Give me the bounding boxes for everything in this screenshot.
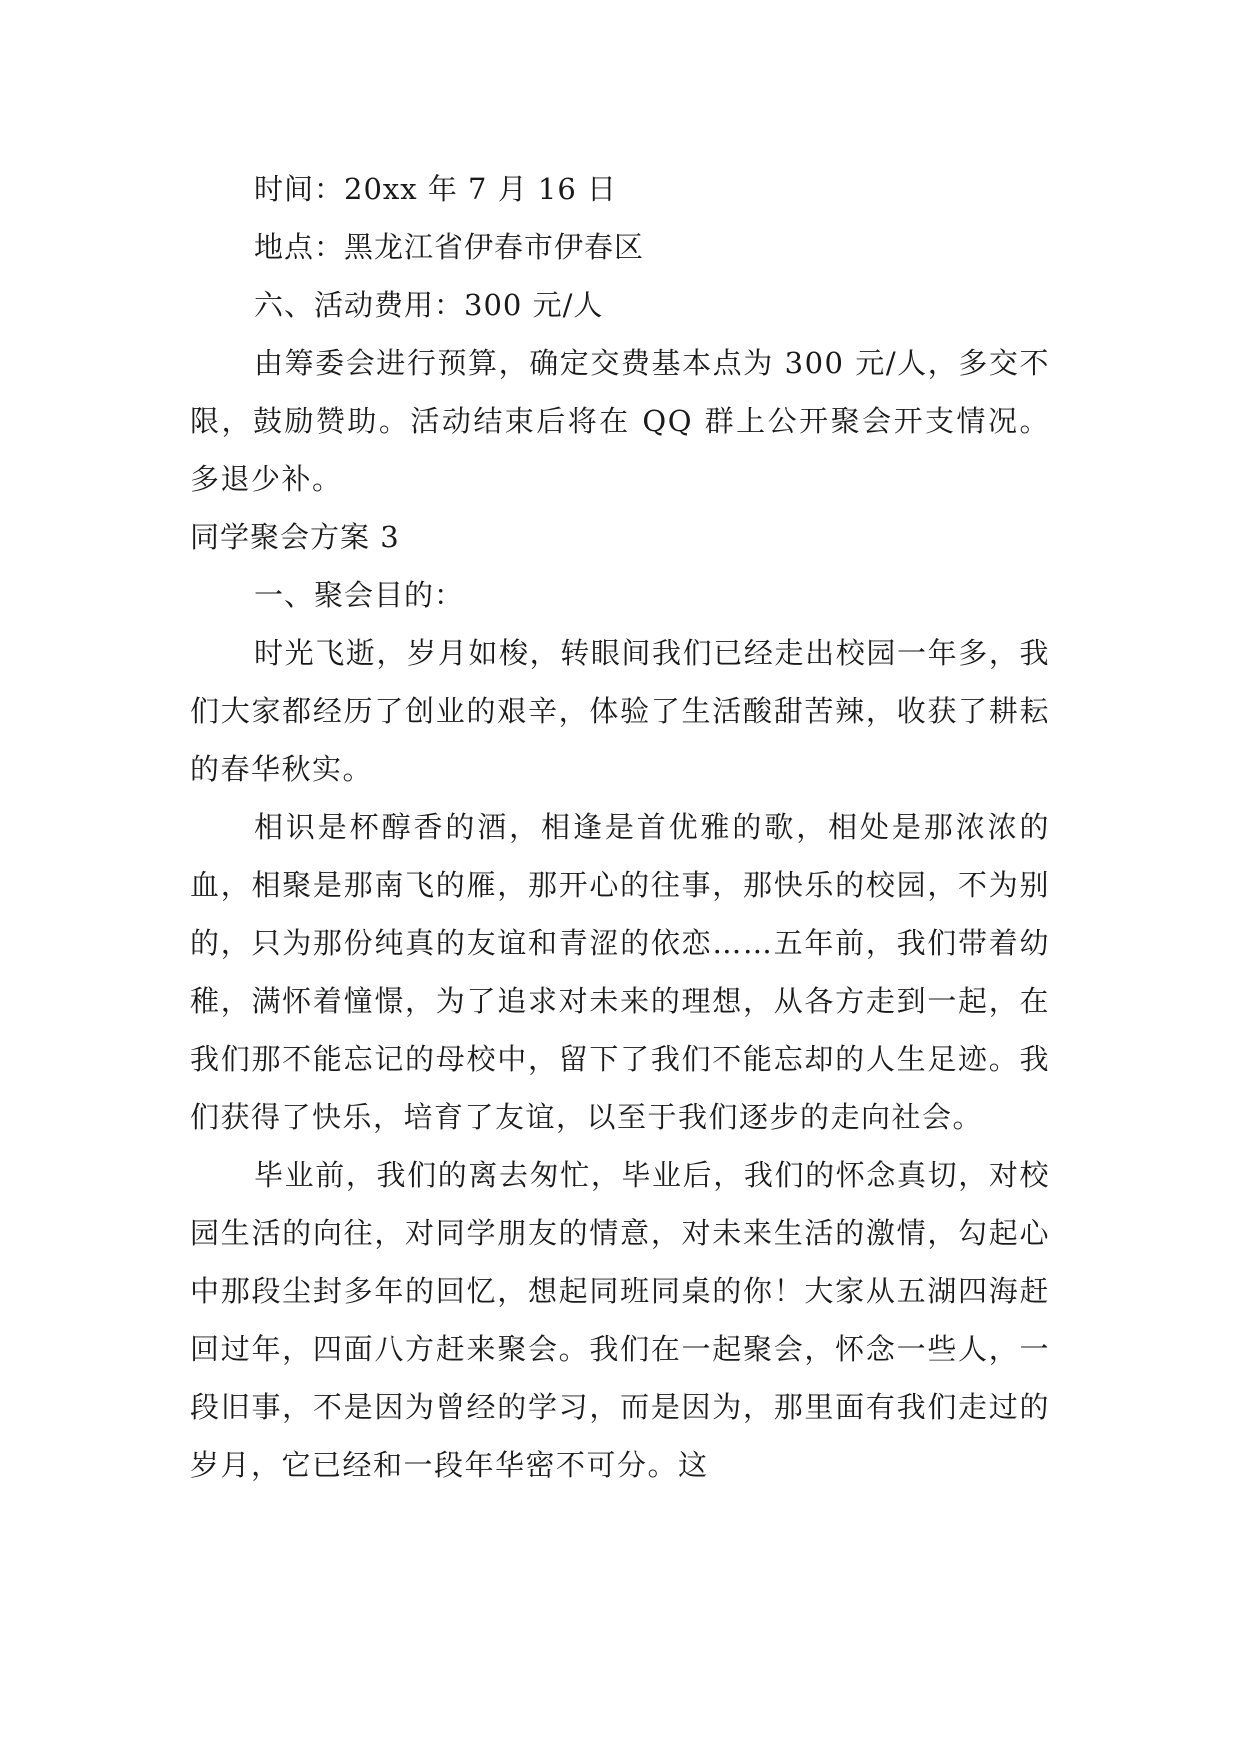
location-line: 地点：黑龙江省伊春市伊春区 [254,230,645,264]
body-paragraph-3: 毕业前，我们的离去匆忙，毕业后，我们的怀念真切，对校园生活的向往，对同学朋友的情意，对未来生活的激情，勾起心中那段尘封多年的回忆，想起同班同桌的你！大家从五湖四海赶回过年，四面八方赶来聚会。我们在一起聚会，怀念一些人，一段旧事，不是因为曾经的学习，而是因为，那里面有我们走过的岁月，它已经和一段年华密不可分。这 [190,1158,1050,1482]
budget-paragraph: 由筹委会进行预算，确定交费基本点为 300 元/人，多交不限，鼓励赞助。活动结束后将在 QQ 群上公开聚会开支情况。多退少补。 [190,346,1050,496]
document-page [190,160,1050,1494]
cost-heading: 六、活动费用：300 元/人 [254,288,604,322]
section-title: 同学聚会方案 3 [190,520,400,554]
body-paragraph-2: 相识是杯醇香的酒，相逢是首优雅的歌，相处是那浓浓的血，相聚是那南飞的雁，那开心的往事，那快乐的校园，不为别的，只为那份纯真的友谊和青涩的依恋……五年前，我们带着幼稚，满怀着憧憬，为了追求对未来的理想，从各方走到一起，在我们那不能忘记的母校中，留下了我们不能忘却的人生足迹。我们获得了快乐，培育了友谊，以至于我们逐步的走向社会。 [190,810,1050,1134]
purpose-subheading: 一、聚会目的： [254,578,465,612]
time-line: 时间：20xx 年 7 月 16 日 [254,172,618,206]
body-paragraph-1: 时光飞逝，岁月如梭，转眼间我们已经走出校园一年多，我们大家都经历了创业的艰辛，体验了生活酸甜苦辣，收获了耕耘的春华秋实。 [190,636,1050,786]
